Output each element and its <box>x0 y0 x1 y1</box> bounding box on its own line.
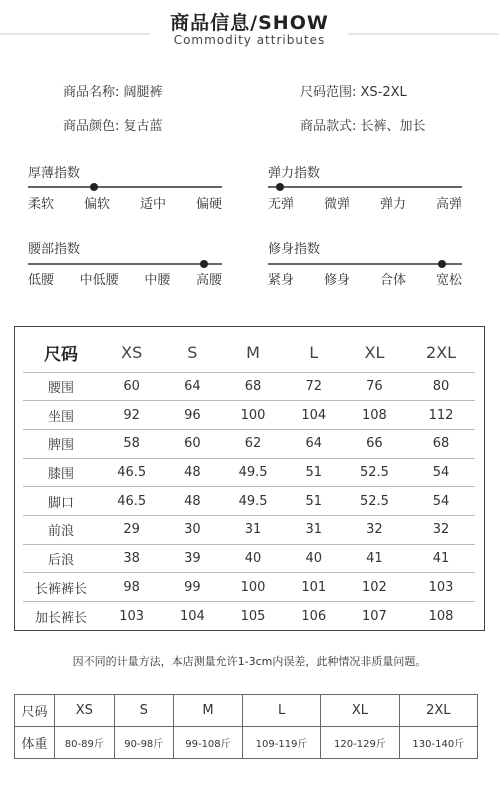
size-table-row <box>23 515 475 544</box>
fit-index-track <box>268 263 462 265</box>
size-table-cell: 102 <box>342 573 407 602</box>
size-table-cell: 96 <box>164 401 220 430</box>
thickness-index-labels <box>28 193 222 212</box>
size-table-cell: 62 <box>220 429 285 458</box>
size-table-cell: 60 <box>99 372 164 401</box>
size-table-cell: 64 <box>164 372 220 401</box>
size-row-label: 坐围 <box>23 401 99 430</box>
size-header-cell: 2XL <box>426 342 457 362</box>
size-table-cell: 98 <box>99 573 164 602</box>
size-table-cell: 54 <box>407 487 475 516</box>
weight-table-cell: XL <box>321 695 399 727</box>
size-table-cell: 100 <box>220 573 285 602</box>
weight-table-cell: 120-129斤 <box>321 727 399 759</box>
size-row-label: 长裤裤长 <box>23 573 99 602</box>
fit-label: 合体 <box>379 273 406 288</box>
size-row-label: 后浪 <box>23 544 99 573</box>
size-row-label: 腰围 <box>23 372 99 401</box>
thickness-label: 柔软 <box>28 197 55 212</box>
thickness-label: 偏硬 <box>195 197 222 212</box>
elasticity-index-title: 弹力指数 <box>268 166 321 181</box>
weight-table-cell: S <box>114 695 173 727</box>
size-table-cell: 40 <box>286 544 342 573</box>
waist-index-labels <box>28 269 222 288</box>
size-table-row <box>23 602 475 631</box>
size-table-cell: 99 <box>164 573 220 602</box>
weight-table-cell: L <box>242 695 320 727</box>
weight-table-cell: 80-89斤 <box>55 727 114 759</box>
size-table-header-row <box>23 333 475 372</box>
size-table <box>14 326 485 631</box>
waist-index-marker <box>200 260 208 268</box>
size-table-cell: 52.5 <box>342 487 407 516</box>
size-header-cell: M <box>246 342 260 362</box>
size-header-label: 尺码 <box>44 344 78 365</box>
fit-index-title: 修身指数 <box>268 242 321 257</box>
size-table-cell: 48 <box>164 458 220 487</box>
size-table-cell: 76 <box>342 372 407 401</box>
thickness-label: 适中 <box>139 197 166 212</box>
weight-table-cell: 99-108斤 <box>174 727 243 759</box>
product-name: 商品名称: 阔腿裤 <box>63 85 163 100</box>
size-table-row <box>23 429 475 458</box>
size-table-cell: 54 <box>407 458 475 487</box>
weight-table-cell: 尺码 <box>15 695 55 727</box>
page-subtitle: Commodity attributes <box>173 33 326 47</box>
thickness-label: 偏软 <box>83 197 110 212</box>
size-row-label: 脚口 <box>23 487 99 516</box>
size-table-cell: 104 <box>286 401 342 430</box>
size-table-cell: 48 <box>164 487 220 516</box>
weight-table-cell: XS <box>55 695 114 727</box>
weight-table-cell: M <box>174 695 243 727</box>
measurement-note: 因不同的计量方法，本店测量允许1-3cm内误差，此种情况非质量问题。 <box>72 655 427 668</box>
waist-label: 高腰 <box>195 273 222 288</box>
product-color: 商品颜色: 复古蓝 <box>63 119 163 134</box>
size-row-label: 前浪 <box>23 515 99 544</box>
weight-table-cell: 90-98斤 <box>114 727 173 759</box>
elasticity-label: 无弹 <box>268 197 295 212</box>
waist-index-track <box>28 263 222 265</box>
size-table-cell: 39 <box>164 544 220 573</box>
thickness-index-marker <box>90 183 98 191</box>
waist-index-title: 腰部指数 <box>28 242 81 257</box>
size-table-cell: 112 <box>407 401 475 430</box>
fit-label: 修身 <box>323 273 350 288</box>
elasticity-label: 高弹 <box>435 197 462 212</box>
size-table-cell: 40 <box>220 544 285 573</box>
size-table-cell: 68 <box>407 429 475 458</box>
size-row-label: 加长裤长 <box>23 602 99 631</box>
size-table-cell: 92 <box>99 401 164 430</box>
weight-table-cell: 2XL <box>399 695 477 727</box>
size-table-cell: 107 <box>342 602 407 631</box>
size-table-cell: 60 <box>164 429 220 458</box>
weight-table-cell: 130-140斤 <box>399 727 477 759</box>
size-table-cell: 31 <box>286 515 342 544</box>
size-table-cell: 32 <box>407 515 475 544</box>
weight-table-weight-row <box>15 727 478 759</box>
size-table-cell: 38 <box>99 544 164 573</box>
weight-table-cell: 109-119斤 <box>242 727 320 759</box>
size-table-cell: 108 <box>342 401 407 430</box>
size-table-cell: 100 <box>220 401 285 430</box>
waist-label: 低腰 <box>28 273 55 288</box>
size-table-cell: 72 <box>286 372 342 401</box>
weight-table <box>14 694 478 759</box>
size-table-cell: 103 <box>99 602 164 631</box>
page-title: 商品信息/SHOW <box>170 12 329 34</box>
size-table-cell: 32 <box>342 515 407 544</box>
size-row-label: 膝围 <box>23 458 99 487</box>
size-table-cell: 68 <box>220 372 285 401</box>
size-table-row <box>23 458 475 487</box>
thickness-index-track <box>28 186 222 188</box>
elasticity-label: 弹力 <box>379 197 406 212</box>
size-table-cell: 64 <box>286 429 342 458</box>
elasticity-index-marker <box>276 183 284 191</box>
size-table-cell: 52.5 <box>342 458 407 487</box>
size-table-cell: 103 <box>407 573 475 602</box>
fit-index-labels <box>268 269 462 288</box>
elasticity-label: 微弹 <box>323 197 350 212</box>
product-style: 商品款式: 长裤、加长 <box>300 119 426 134</box>
size-row-label: 脾围 <box>23 429 99 458</box>
size-table-row <box>23 372 475 401</box>
size-table-cell: 104 <box>164 602 220 631</box>
size-table-cell: 106 <box>286 602 342 631</box>
size-header-cell: L <box>309 342 319 362</box>
size-table-cell: 80 <box>407 372 475 401</box>
waist-label: 中低腰 <box>79 273 119 288</box>
size-table-cell: 41 <box>407 544 475 573</box>
size-header-cell: XS <box>121 342 143 362</box>
size-table-cell: 108 <box>407 602 475 631</box>
size-header-cell: XL <box>364 342 385 362</box>
size-range: 尺码范围: XS-2XL <box>300 85 407 100</box>
weight-table-cell: 体重 <box>15 727 55 759</box>
size-table-cell: 105 <box>220 602 285 631</box>
size-table-cell: 51 <box>286 458 342 487</box>
weight-table-size-row <box>15 695 478 727</box>
size-table-cell: 49.5 <box>220 458 285 487</box>
fit-label: 紧身 <box>268 273 295 288</box>
fit-label: 宽松 <box>435 273 462 288</box>
size-table-row <box>23 401 475 430</box>
size-table-row <box>23 573 475 602</box>
fit-index-marker <box>438 260 446 268</box>
size-table-cell: 46.5 <box>99 458 164 487</box>
size-table-cell: 29 <box>99 515 164 544</box>
elasticity-index-labels <box>268 193 462 212</box>
size-table-cell: 30 <box>164 515 220 544</box>
waist-label: 中腰 <box>144 273 171 288</box>
size-table-row <box>23 487 475 516</box>
size-table-cell: 49.5 <box>220 487 285 516</box>
size-table-cell: 51 <box>286 487 342 516</box>
thickness-index-title: 厚薄指数 <box>28 166 81 181</box>
size-header-cell: S <box>187 342 198 362</box>
size-table-cell: 41 <box>342 544 407 573</box>
size-table-cell: 101 <box>286 573 342 602</box>
elasticity-index-track <box>268 186 462 188</box>
size-table-cell: 46.5 <box>99 487 164 516</box>
size-table-cell: 66 <box>342 429 407 458</box>
size-table-row <box>23 544 475 573</box>
size-table-cell: 58 <box>99 429 164 458</box>
size-table-cell: 31 <box>220 515 285 544</box>
